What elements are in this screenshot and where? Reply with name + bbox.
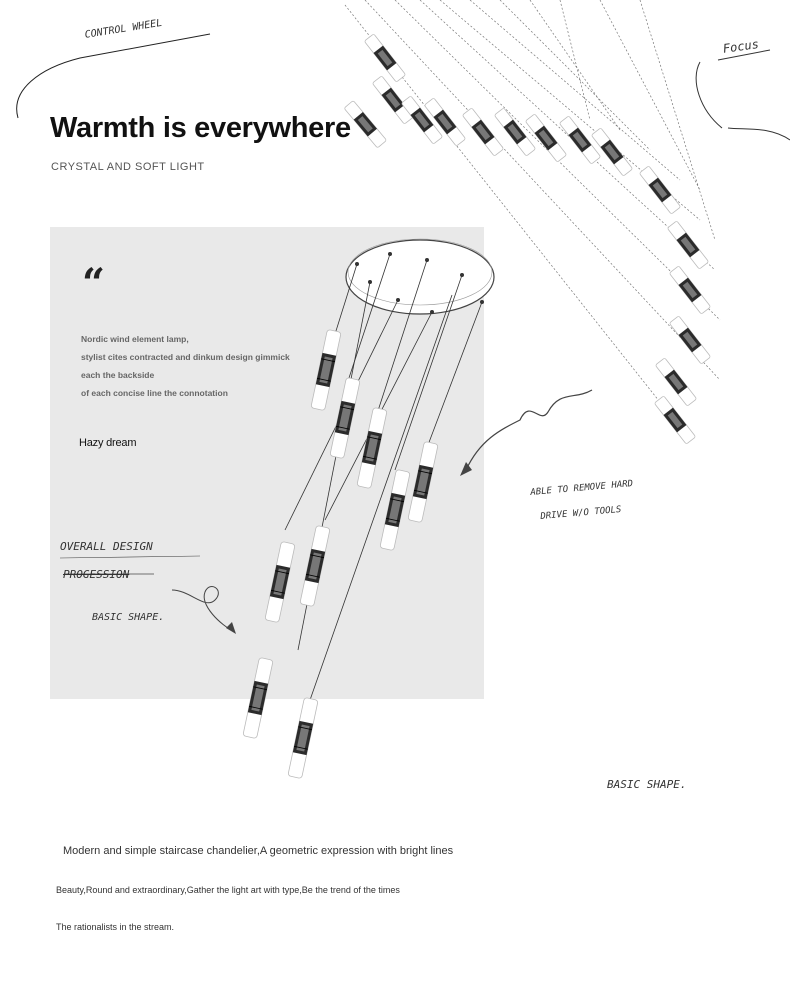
swoosh-right-line — [696, 50, 790, 140]
panel-caption: Hazy dream — [79, 437, 137, 449]
loop-arrow — [172, 587, 235, 632]
footer-line-1: Modern and simple staircase chandelier,A geometric expression with bright lines — [63, 845, 454, 857]
note-progression: PROGESSION — [63, 568, 130, 581]
pointer-arrow — [466, 390, 592, 470]
description-line: Nordic wind element lamp, — [81, 334, 189, 344]
swoosh-left-line — [17, 34, 210, 118]
note-control-wheel: CONTROL WHEEL — [84, 17, 164, 41]
page-subtitle: CRYSTAL AND SOFT LIGHT — [51, 161, 205, 173]
note-basic-shape-left: BASIC SHAPE. — [92, 612, 165, 623]
quote-mark-icon: “ — [82, 260, 106, 307]
note-remove-drive-2: DRIVE W/O TOOLS — [540, 504, 622, 522]
panel-description — [81, 330, 290, 402]
page-title: Warmth is everywhere — [50, 112, 351, 144]
note-overall-design: OVERALL DESIGN — [60, 540, 153, 553]
note-remove-drive-1: ABLE TO REMOVE HARD — [530, 479, 634, 498]
footer-line-2: Beauty,Round and extraordinary,Gather the light art with type,Be the trend of the times — [56, 885, 400, 895]
description-line: each the backside — [81, 370, 155, 380]
description-line: of each concise line the connotation — [81, 388, 228, 398]
note-focus: Focus — [722, 36, 760, 56]
description-line: stylist cites contracted and dinkum design gimmick — [81, 352, 290, 362]
ceiling-canopy — [346, 240, 494, 314]
note-basic-shape-right: BASIC SHAPE. — [607, 778, 687, 791]
footer-line-3: The rationalists in the stream. — [56, 922, 175, 932]
